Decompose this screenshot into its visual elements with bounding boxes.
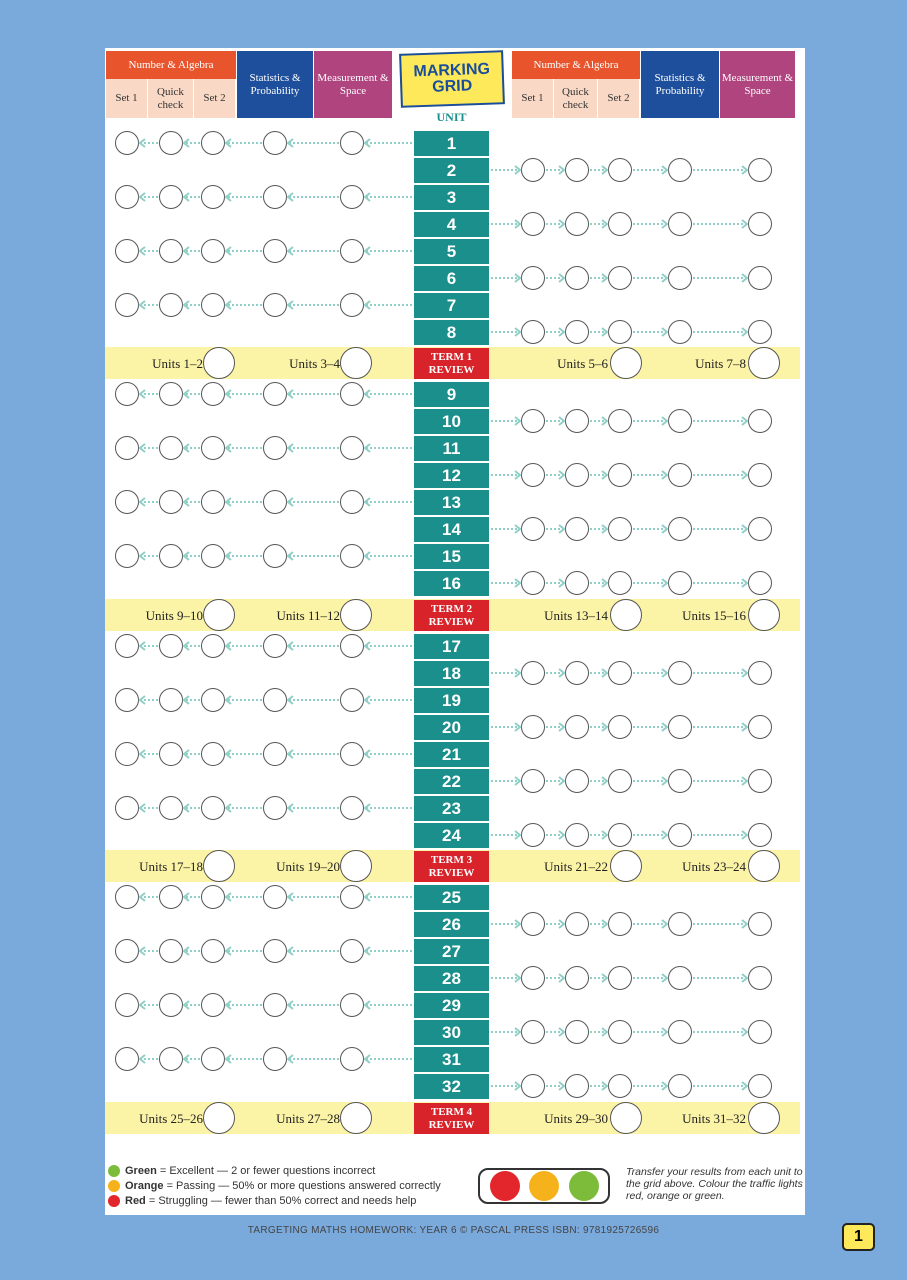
review-result-circle[interactable] <box>748 1102 780 1134</box>
result-circle-right[interactable] <box>668 966 692 990</box>
result-circle-left[interactable] <box>340 1047 364 1071</box>
page-number: 1 <box>842 1223 875 1251</box>
result-circle-right[interactable] <box>521 463 545 487</box>
unit-number-cell: 11 <box>414 436 489 461</box>
unit-number-cell: 25 <box>414 885 489 910</box>
result-circle-left[interactable] <box>340 382 364 406</box>
result-circle-right[interactable] <box>608 320 632 344</box>
logo-line1: MARKING <box>413 60 491 81</box>
result-circle-right[interactable] <box>521 912 545 936</box>
result-circle-left[interactable] <box>201 885 225 909</box>
result-circle-left[interactable] <box>159 742 183 766</box>
left-quick-check-header: Quick check <box>148 79 194 118</box>
right-set1-header: Set 1 <box>512 79 554 118</box>
result-circle-right[interactable] <box>521 1020 545 1044</box>
result-circle-right[interactable] <box>608 912 632 936</box>
review-result-circle[interactable] <box>203 1102 235 1134</box>
result-circle-right[interactable] <box>565 661 589 685</box>
result-circle-left[interactable] <box>340 436 364 460</box>
result-circle-left[interactable] <box>201 185 225 209</box>
result-circle-left[interactable] <box>201 544 225 568</box>
unit-number-cell: 13 <box>414 490 489 515</box>
right-quick-check-header: Quick check <box>554 79 598 118</box>
result-circle-right[interactable] <box>608 463 632 487</box>
review-units-label: Units 21–22 <box>544 859 608 874</box>
result-circle-left[interactable] <box>115 239 139 263</box>
review-units-label: Units 3–4 <box>289 356 340 371</box>
result-circle-right[interactable] <box>521 320 545 344</box>
review-units-label: Units 15–16 <box>682 608 746 623</box>
review-result-circle[interactable] <box>340 1102 372 1134</box>
result-circle-left[interactable] <box>340 490 364 514</box>
left-statistics-header: Statistics & Probability <box>237 51 313 118</box>
term-review-line2: REVIEW <box>428 1118 475 1131</box>
result-circle-left[interactable] <box>340 131 364 155</box>
review-result-circle[interactable] <box>340 599 372 631</box>
result-circle-left[interactable] <box>340 939 364 963</box>
result-circle-left[interactable] <box>340 634 364 658</box>
result-circle-right[interactable] <box>748 517 772 541</box>
review-units-label: Units 23–24 <box>682 859 746 874</box>
result-circle-right[interactable] <box>608 769 632 793</box>
result-circle-right[interactable] <box>565 912 589 936</box>
left-set1-header: Set 1 <box>106 79 148 118</box>
result-circle-right[interactable] <box>748 661 772 685</box>
result-circle-right[interactable] <box>565 966 589 990</box>
result-circle-left[interactable] <box>263 239 287 263</box>
unit-column-header: UNIT <box>436 110 467 124</box>
unit-number-cell: 24 <box>414 823 489 848</box>
result-circle-left[interactable] <box>115 993 139 1017</box>
unit-number-cell: 31 <box>414 1047 489 1072</box>
review-units-label: Units 11–12 <box>276 608 340 623</box>
result-circle-left[interactable] <box>263 742 287 766</box>
term-review-label <box>414 851 489 882</box>
result-circle-right[interactable] <box>748 212 772 236</box>
result-circle-right[interactable] <box>565 517 589 541</box>
unit-number-cell: 2 <box>414 158 489 183</box>
unit-number-cell: 17 <box>414 634 489 659</box>
result-circle-right[interactable] <box>521 571 545 595</box>
result-circle-left[interactable] <box>115 544 139 568</box>
result-circle-left[interactable] <box>115 634 139 658</box>
result-circle-left[interactable] <box>115 742 139 766</box>
result-circle-right[interactable] <box>748 912 772 936</box>
review-units-label: Units 7–8 <box>695 356 746 371</box>
result-circle-right[interactable] <box>748 1020 772 1044</box>
result-circle-left[interactable] <box>340 885 364 909</box>
result-circle-right[interactable] <box>668 823 692 847</box>
unit-number-cell: 6 <box>414 266 489 291</box>
traffic-light-red-icon <box>490 1171 520 1201</box>
result-circle-right[interactable] <box>608 661 632 685</box>
result-circle-right[interactable] <box>521 966 545 990</box>
review-units-label: Units 9–10 <box>145 608 203 623</box>
result-circle-right[interactable] <box>748 409 772 433</box>
result-circle-right[interactable] <box>748 158 772 182</box>
green-dot-icon <box>108 1165 120 1177</box>
review-result-circle[interactable] <box>203 347 235 379</box>
review-result-circle[interactable] <box>203 599 235 631</box>
traffic-light-orange-icon <box>529 1171 559 1201</box>
unit-number-cell: 9 <box>414 382 489 407</box>
right-measurement-header: Measurement & Space <box>720 51 795 118</box>
term-review-line1: TERM 1 <box>430 350 473 363</box>
result-circle-left[interactable] <box>201 688 225 712</box>
result-circle-right[interactable] <box>608 571 632 595</box>
unit-number-cell: 3 <box>414 185 489 210</box>
result-circle-right[interactable] <box>748 266 772 290</box>
legend-red <box>108 1195 416 1207</box>
unit-number-cell: 32 <box>414 1074 489 1099</box>
result-circle-right[interactable] <box>521 517 545 541</box>
result-circle-left[interactable] <box>159 688 183 712</box>
left-measurement-header: Measurement & Space <box>314 51 392 118</box>
unit-number-cell: 8 <box>414 320 489 345</box>
result-circle-right[interactable] <box>521 769 545 793</box>
result-circle-right[interactable] <box>748 571 772 595</box>
result-circle-left[interactable] <box>115 939 139 963</box>
result-circle-left[interactable] <box>340 293 364 317</box>
review-units-label: Units 5–6 <box>557 356 608 371</box>
unit-number-cell: 26 <box>414 912 489 937</box>
result-circle-left[interactable] <box>201 796 225 820</box>
review-result-circle[interactable] <box>610 850 642 882</box>
result-circle-left[interactable] <box>159 939 183 963</box>
result-circle-right[interactable] <box>668 715 692 739</box>
result-circle-left[interactable] <box>263 1047 287 1071</box>
unit-number-cell: 20 <box>414 715 489 740</box>
result-circle-left[interactable] <box>115 293 139 317</box>
result-circle-right[interactable] <box>521 266 545 290</box>
result-circle-left[interactable] <box>201 1047 225 1071</box>
legend-orange <box>108 1180 441 1192</box>
result-circle-right[interactable] <box>748 823 772 847</box>
result-circle-right[interactable] <box>521 158 545 182</box>
result-circle-left[interactable] <box>115 885 139 909</box>
result-circle-right[interactable] <box>608 823 632 847</box>
result-circle-right[interactable] <box>608 715 632 739</box>
unit-number-cell: 21 <box>414 742 489 767</box>
result-circle-right[interactable] <box>748 463 772 487</box>
result-circle-left[interactable] <box>201 239 225 263</box>
result-circle-right[interactable] <box>748 320 772 344</box>
result-circle-left[interactable] <box>263 993 287 1017</box>
unit-number-cell: 7 <box>414 293 489 318</box>
term-review-label <box>414 1103 489 1134</box>
result-circle-right[interactable] <box>608 966 632 990</box>
result-circle-left[interactable] <box>263 939 287 963</box>
result-circle-left[interactable] <box>115 688 139 712</box>
legend-green-word: Green <box>125 1165 157 1177</box>
right-number-algebra-header: Number & Algebra <box>512 51 640 79</box>
result-circle-right[interactable] <box>608 517 632 541</box>
result-circle-left[interactable] <box>263 634 287 658</box>
result-circle-right[interactable] <box>565 212 589 236</box>
review-units-label: Units 19–20 <box>276 859 340 874</box>
result-circle-left[interactable] <box>201 742 225 766</box>
result-circle-left[interactable] <box>201 490 225 514</box>
result-circle-right[interactable] <box>521 823 545 847</box>
result-circle-right[interactable] <box>668 571 692 595</box>
review-units-label: Units 17–18 <box>139 859 203 874</box>
result-circle-right[interactable] <box>748 966 772 990</box>
result-circle-right[interactable] <box>565 409 589 433</box>
result-circle-left[interactable] <box>340 796 364 820</box>
result-circle-left[interactable] <box>159 131 183 155</box>
result-circle-left[interactable] <box>201 293 225 317</box>
result-circle-left[interactable] <box>115 490 139 514</box>
result-circle-right[interactable] <box>668 158 692 182</box>
marking-grid-logo <box>399 50 505 108</box>
result-circle-left[interactable] <box>115 796 139 820</box>
review-result-circle[interactable] <box>340 850 372 882</box>
result-circle-left[interactable] <box>263 544 287 568</box>
unit-number-cell: 30 <box>414 1020 489 1045</box>
review-result-circle[interactable] <box>748 347 780 379</box>
review-result-circle[interactable] <box>610 599 642 631</box>
legend-orange-word: Orange <box>125 1180 164 1192</box>
unit-number-cell: 16 <box>414 571 489 596</box>
review-units-label: Units 31–32 <box>682 1111 746 1126</box>
unit-number-cell: 23 <box>414 796 489 821</box>
result-circle-left[interactable] <box>115 382 139 406</box>
result-circle-left[interactable] <box>159 382 183 406</box>
instructions-text: Transfer your results from each unit to the grid above. Colour the traffic lights red, orange or green. <box>626 1166 803 1202</box>
result-circle-right[interactable] <box>608 409 632 433</box>
review-units-label: Units 1–2 <box>152 356 203 371</box>
result-circle-right[interactable] <box>668 912 692 936</box>
review-result-circle[interactable] <box>203 850 235 882</box>
result-circle-left[interactable] <box>340 544 364 568</box>
review-result-circle[interactable] <box>610 347 642 379</box>
result-circle-right[interactable] <box>521 1074 545 1098</box>
result-circle-left[interactable] <box>201 436 225 460</box>
result-circle-left[interactable] <box>115 131 139 155</box>
logo-line2: GRID <box>431 77 473 96</box>
footer-text: TARGETING MATHS HOMEWORK: YEAR 6 © PASCAL PRESS ISBN: 9781925726596 <box>247 1225 660 1236</box>
result-circle-left[interactable] <box>201 993 225 1017</box>
review-result-circle[interactable] <box>748 850 780 882</box>
term-review-label <box>414 348 489 379</box>
legend-orange-text: = Passing — 50% or more questions answered correctly <box>163 1180 441 1192</box>
result-circle-left[interactable] <box>159 544 183 568</box>
result-circle-left[interactable] <box>263 293 287 317</box>
result-circle-right[interactable] <box>565 571 589 595</box>
traffic-light-green-icon <box>569 1171 599 1201</box>
result-circle-left[interactable] <box>115 185 139 209</box>
result-circle-left[interactable] <box>115 436 139 460</box>
review-units-label: Units 27–28 <box>276 1111 340 1126</box>
result-circle-left[interactable] <box>340 688 364 712</box>
review-result-circle[interactable] <box>340 347 372 379</box>
legend-red-text: = Struggling — fewer than 50% correct and needs help <box>145 1195 417 1207</box>
legend-green <box>108 1165 375 1177</box>
result-circle-left[interactable] <box>263 185 287 209</box>
review-units-label: Units 13–14 <box>544 608 608 623</box>
result-circle-right[interactable] <box>565 266 589 290</box>
result-circle-left[interactable] <box>159 436 183 460</box>
review-units-label: Units 29–30 <box>544 1111 608 1126</box>
result-circle-left[interactable] <box>263 131 287 155</box>
result-circle-right[interactable] <box>668 1020 692 1044</box>
unit-number-cell: 18 <box>414 661 489 686</box>
left-set2-header: Set 2 <box>194 79 236 118</box>
result-circle-right[interactable] <box>748 1074 772 1098</box>
unit-number-cell: 29 <box>414 993 489 1018</box>
result-circle-left[interactable] <box>201 382 225 406</box>
result-circle-right[interactable] <box>668 517 692 541</box>
review-result-circle[interactable] <box>748 599 780 631</box>
result-circle-left[interactable] <box>159 634 183 658</box>
result-circle-right[interactable] <box>668 463 692 487</box>
review-units-label: Units 25–26 <box>139 1111 203 1126</box>
result-circle-left[interactable] <box>201 634 225 658</box>
result-circle-left[interactable] <box>340 239 364 263</box>
result-circle-right[interactable] <box>521 715 545 739</box>
result-circle-left[interactable] <box>159 239 183 263</box>
result-circle-left[interactable] <box>159 490 183 514</box>
result-circle-right[interactable] <box>668 212 692 236</box>
result-circle-right[interactable] <box>521 409 545 433</box>
term-review-line2: REVIEW <box>428 615 475 628</box>
result-circle-left[interactable] <box>263 490 287 514</box>
term-review-label <box>414 600 489 631</box>
result-circle-right[interactable] <box>748 769 772 793</box>
result-circle-right[interactable] <box>608 158 632 182</box>
unit-number-cell: 1 <box>414 131 489 156</box>
result-circle-right[interactable] <box>565 823 589 847</box>
unit-number-cell: 19 <box>414 688 489 713</box>
result-circle-right[interactable] <box>608 266 632 290</box>
result-circle-right[interactable] <box>565 769 589 793</box>
red-dot-icon <box>108 1195 120 1207</box>
legend-green-text: = Excellent — 2 or fewer questions incorrect <box>156 1165 376 1177</box>
result-circle-left[interactable] <box>263 885 287 909</box>
result-circle-right[interactable] <box>668 1074 692 1098</box>
unit-number-cell: 27 <box>414 939 489 964</box>
result-circle-right[interactable] <box>668 320 692 344</box>
orange-dot-icon <box>108 1180 120 1192</box>
unit-number-cell: 12 <box>414 463 489 488</box>
term-review-line2: REVIEW <box>428 866 475 879</box>
unit-number-cell: 28 <box>414 966 489 991</box>
result-circle-right[interactable] <box>668 769 692 793</box>
result-circle-right[interactable] <box>748 715 772 739</box>
right-statistics-header: Statistics & Probability <box>641 51 719 118</box>
result-circle-right[interactable] <box>565 715 589 739</box>
result-circle-right[interactable] <box>608 1020 632 1044</box>
result-circle-right[interactable] <box>521 661 545 685</box>
result-circle-right[interactable] <box>668 661 692 685</box>
result-circle-right[interactable] <box>565 1020 589 1044</box>
result-circle-left[interactable] <box>340 742 364 766</box>
result-circle-left[interactable] <box>263 796 287 820</box>
result-circle-left[interactable] <box>263 382 287 406</box>
unit-number-cell: 14 <box>414 517 489 542</box>
unit-number-cell: 4 <box>414 212 489 237</box>
result-circle-left[interactable] <box>263 436 287 460</box>
result-circle-right[interactable] <box>565 463 589 487</box>
result-circle-left[interactable] <box>159 1047 183 1071</box>
result-circle-left[interactable] <box>159 885 183 909</box>
unit-number-cell: 10 <box>414 409 489 434</box>
result-circle-left[interactable] <box>263 688 287 712</box>
result-circle-left[interactable] <box>201 939 225 963</box>
result-circle-right[interactable] <box>565 158 589 182</box>
result-circle-left[interactable] <box>159 293 183 317</box>
result-circle-left[interactable] <box>115 1047 139 1071</box>
unit-number-cell: 22 <box>414 769 489 794</box>
result-circle-right[interactable] <box>565 320 589 344</box>
result-circle-left[interactable] <box>340 185 364 209</box>
legend-red-word: Red <box>125 1195 146 1207</box>
result-circle-left[interactable] <box>201 131 225 155</box>
left-number-algebra-header: Number & Algebra <box>106 51 236 79</box>
result-circle-right[interactable] <box>565 1074 589 1098</box>
unit-number-cell: 15 <box>414 544 489 569</box>
result-circle-left[interactable] <box>159 796 183 820</box>
review-result-circle[interactable] <box>610 1102 642 1134</box>
result-circle-right[interactable] <box>668 409 692 433</box>
term-review-line1: TERM 2 <box>430 602 473 615</box>
result-circle-right[interactable] <box>668 266 692 290</box>
term-review-line1: TERM 4 <box>430 1105 473 1118</box>
term-review-line2: REVIEW <box>428 363 475 376</box>
result-circle-left[interactable] <box>159 993 183 1017</box>
term-review-line1: TERM 3 <box>430 853 473 866</box>
result-circle-right[interactable] <box>608 212 632 236</box>
result-circle-left[interactable] <box>159 185 183 209</box>
result-circle-right[interactable] <box>608 1074 632 1098</box>
right-set2-header: Set 2 <box>598 79 640 118</box>
result-circle-right[interactable] <box>521 212 545 236</box>
result-circle-left[interactable] <box>340 993 364 1017</box>
unit-number-cell: 5 <box>414 239 489 264</box>
